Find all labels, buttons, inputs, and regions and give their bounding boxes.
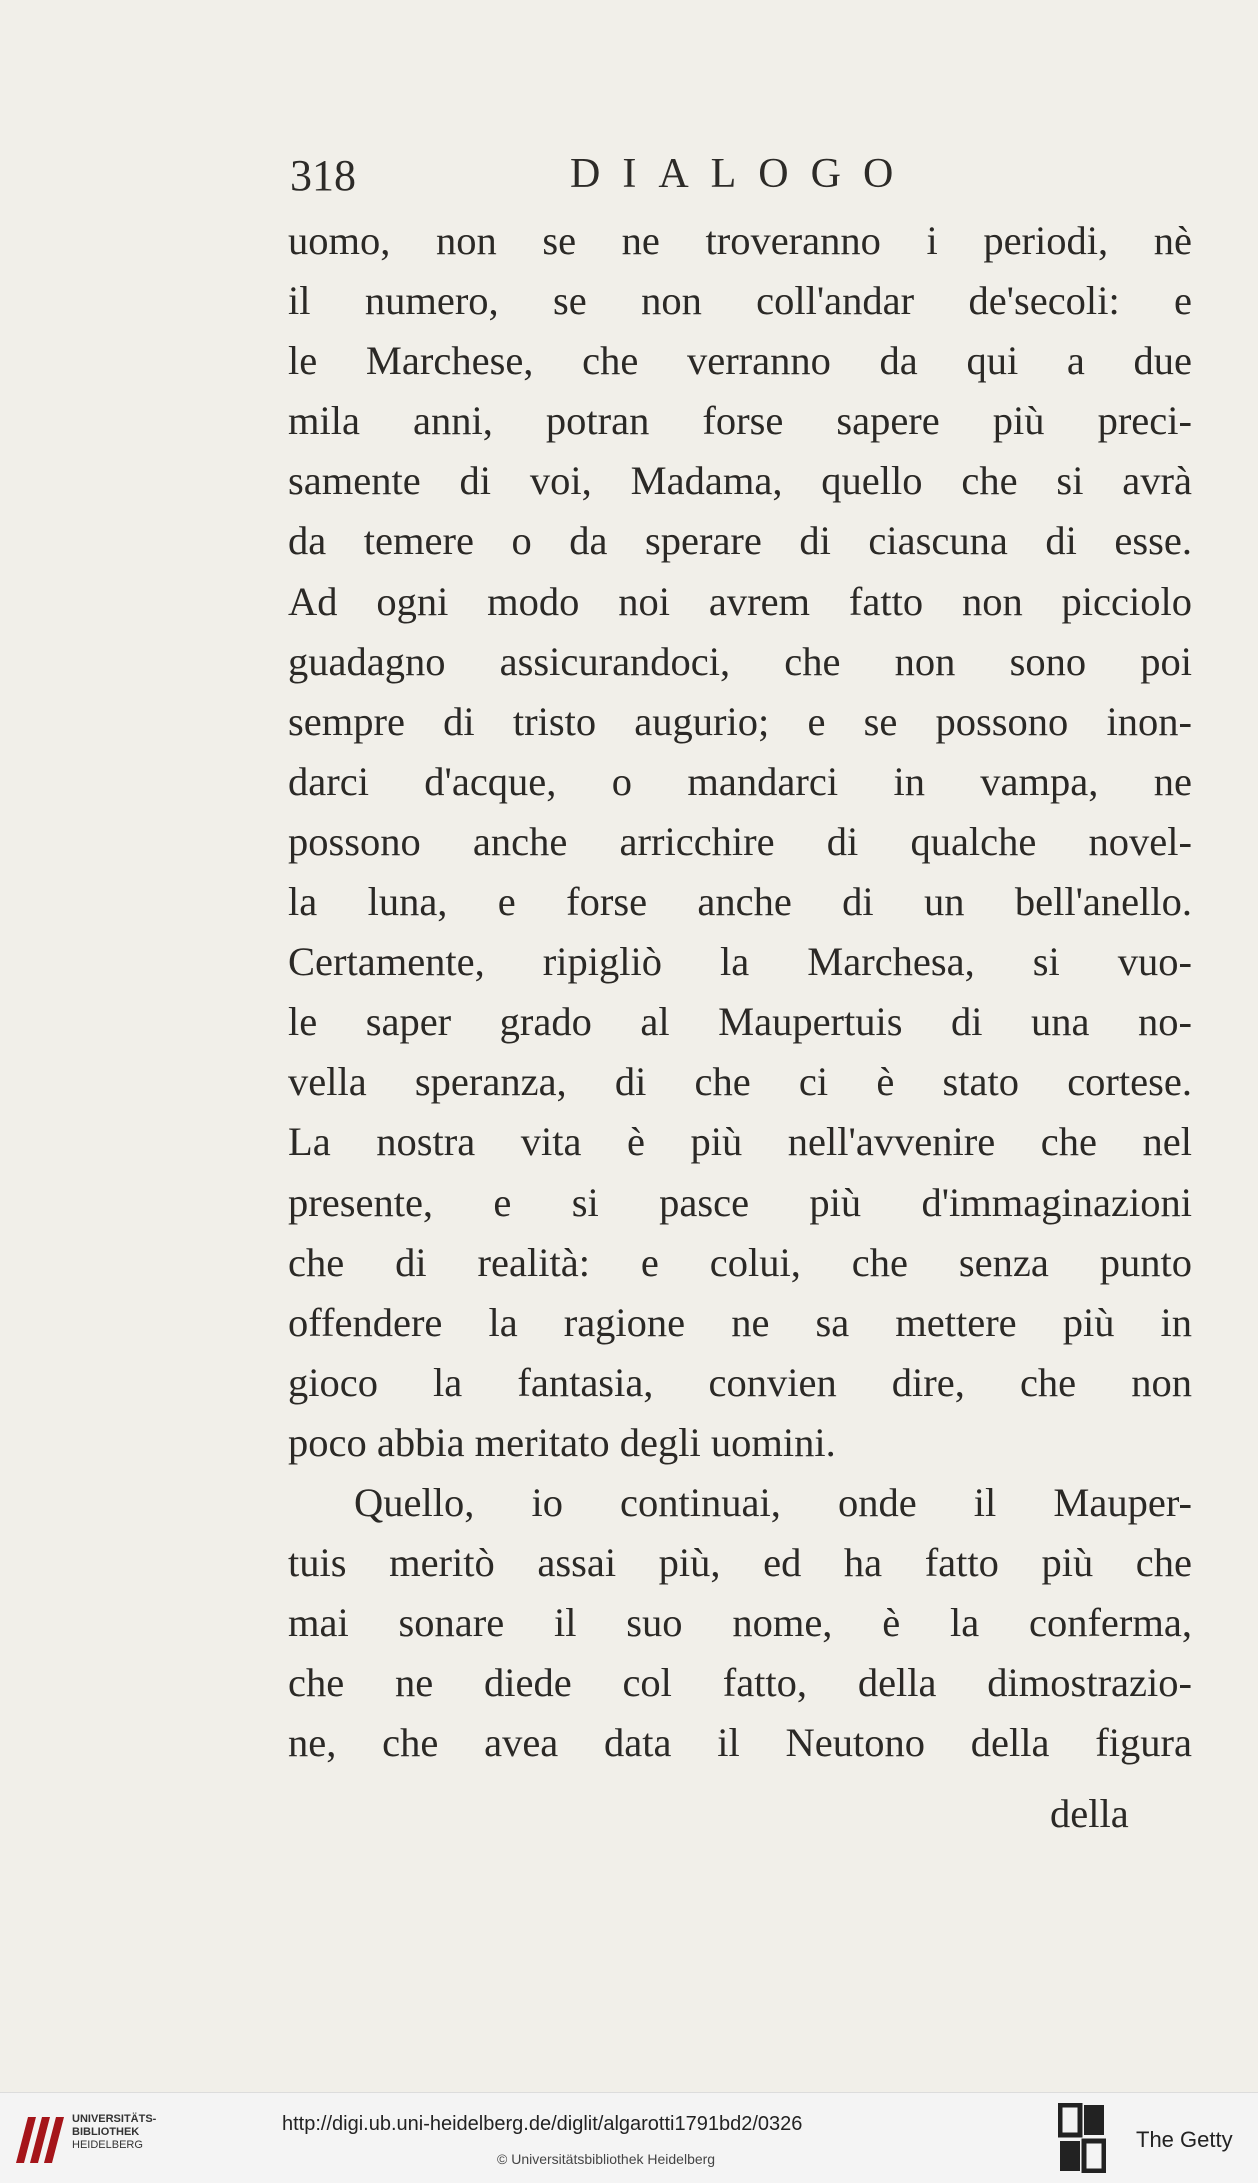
text-line: da temere o da sperare di ciascuna di esse. <box>288 518 1192 564</box>
text-line: possono anche arricchire di qualche novel- <box>288 818 1192 864</box>
text-line: presente, e si pasce più d'immaginazioni <box>288 1179 1192 1225</box>
text-line: la luna, e forse anche di un bell'anello. <box>288 879 1192 925</box>
text-line: tuis meritò assai più, ed ha fatto più che <box>288 1540 1192 1586</box>
text-line: Certamente, ripigliò la Marchesa, si vuo- <box>288 939 1192 985</box>
text-line: samente di voi, Madama, quello che si avrà <box>288 458 1192 504</box>
text-line: le Marchese, che verranno da qui a due <box>288 338 1192 384</box>
text-line: che di realità: e colui, che senza punto <box>288 1239 1192 1285</box>
text-line: offendere la ragione ne sa mettere più in <box>288 1299 1192 1345</box>
text-line: mila anni, potran forse sapere più preci- <box>288 398 1192 444</box>
page-number: 318 <box>290 151 356 200</box>
getty-label: The Getty <box>1136 2127 1233 2152</box>
copyright-notice: © Universitätsbibliothek Heidelberg <box>497 2151 716 2167</box>
library-name: UNIVERSITÄTS- BIBLIOTHEK HEIDELBERG <box>72 2113 157 2151</box>
getty-logo-icon <box>1058 2103 1106 2173</box>
text-line: uomo, non se ne troveranno i periodi, nè <box>288 218 1192 263</box>
permalink-url[interactable]: http://digi.ub.uni-heidelberg.de/diglit/algarotti1791bd2/0326 <box>282 2113 803 2135</box>
text-line: darci d'acque, o mandarci in vampa, ne <box>288 758 1192 804</box>
text-line: ne, che avea data il Neutono della figura <box>288 1720 1192 1766</box>
text-line: che ne diede col fatto, della dimostrazio- <box>288 1660 1192 1706</box>
catchword: della <box>1050 1791 1129 1836</box>
text-line: Quello, io continuai, onde il Mauper- <box>354 1479 1192 1525</box>
page-header <box>290 150 1190 210</box>
text-line: sempre di tristo augurio; e se possono inon- <box>288 698 1192 744</box>
viewer-footer <box>0 2092 1258 2183</box>
text-line: gioco la fantasia, convien dire, che non <box>288 1359 1192 1405</box>
text-line: Ad ogni modo noi avrem fatto non picciolo <box>288 578 1192 624</box>
text-line: poco abbia meritato degli uomini. <box>288 1419 836 1465</box>
running-title: DIALOGO <box>570 151 916 197</box>
text-line: il numero, se non coll'andar de'secoli: e <box>288 278 1192 324</box>
text-line: vella speranza, di che ci è stato cortese. <box>288 1059 1192 1105</box>
university-library-logo-icon <box>12 2111 72 2167</box>
text-line: mai sonare il suo nome, è la conferma, <box>288 1600 1192 1646</box>
body-text <box>288 211 1192 1773</box>
text-line: le saper grado al Maupertuis di una no- <box>288 999 1192 1045</box>
text-line: guadagno assicurandoci, che non sono poi <box>288 638 1192 684</box>
text-line: La nostra vita è più nell'avvenire che nel <box>288 1119 1192 1165</box>
